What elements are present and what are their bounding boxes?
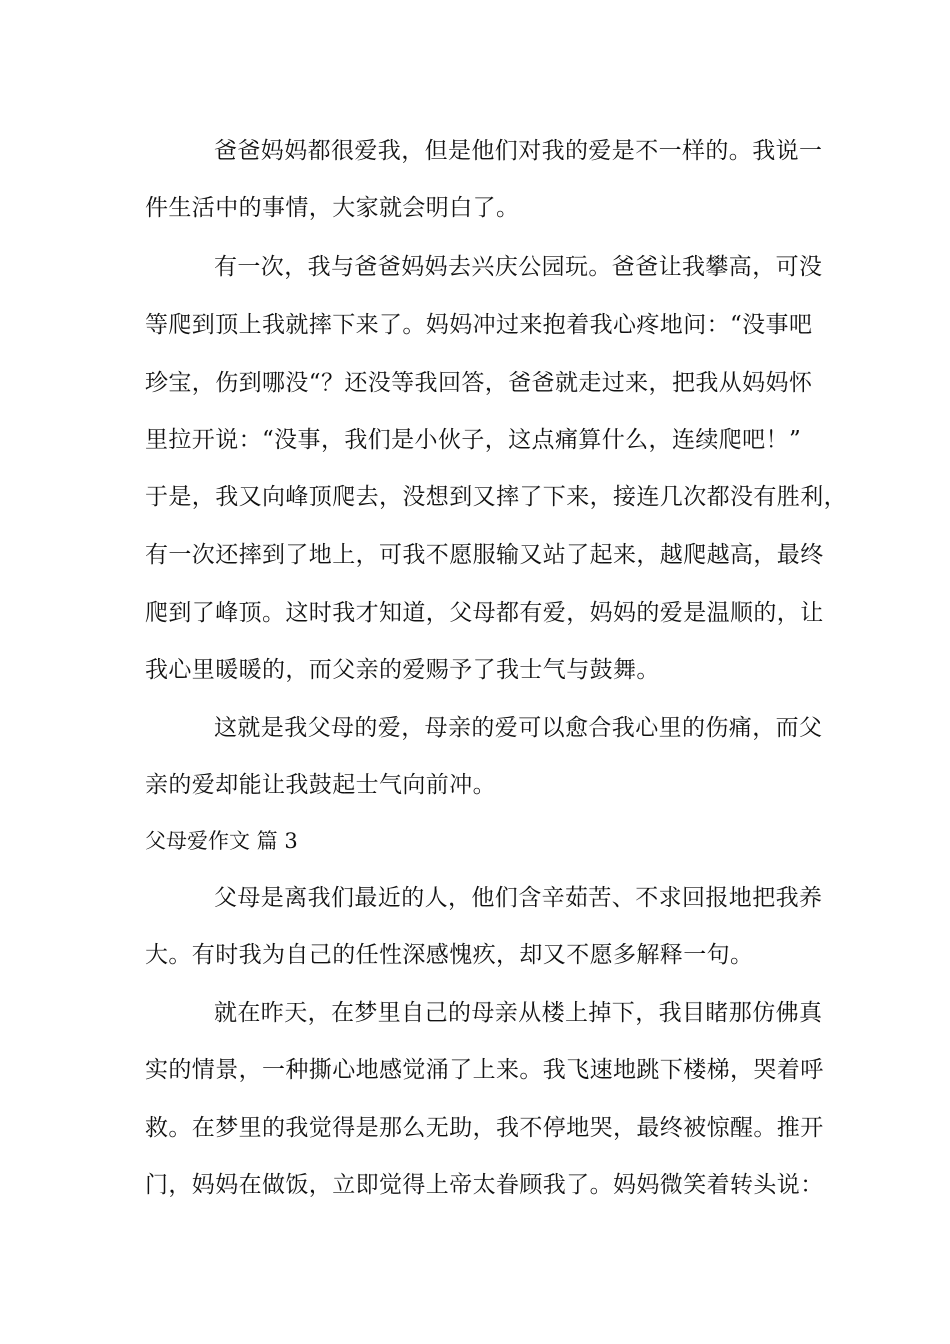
paragraph-2-line-2: 等爬到顶上我就摔下来了。妈妈冲过来抱着我心疼地问：“没事吧: [145, 312, 813, 338]
paragraph-1-line-2: 件生活中的事情，大家就会明白了。: [145, 195, 520, 221]
paragraph-1-line-1: 爸爸妈妈都很爱我，但是他们对我的爱是不一样的。我说一: [214, 138, 823, 164]
paragraph-3-line-1: 这就是我父母的爱，母亲的爱可以愈合我心里的伤痛，而父: [214, 715, 823, 741]
section-paragraph-1-line-1: 父母是离我们最近的人，他们含辛茹苦、不求回报地把我养: [214, 885, 823, 911]
section-paragraph-2-line-2: 实的情景，一种撕心地感觉涌了上来。我飞速地跳下楼梯，哭着呼: [145, 1057, 824, 1083]
paragraph-2-line-4: 里拉开说：“没事，我们是小伙子，这点痛算什么，连续爬吧！”: [145, 427, 802, 453]
section-heading: 父母爱作文 篇 3: [145, 829, 298, 853]
section-paragraph-2-line-1: 就在昨天，在梦里自己的母亲从楼上掉下，我目睹那仿佛真: [214, 1000, 823, 1026]
paragraph-2-line-3: 珍宝，伤到哪没“？还没等我回答，爸爸就走过来，把我从妈妈怀: [145, 370, 813, 396]
paragraph-2-line-5: 于是，我又向峰顶爬去，没想到又摔了下来，接连几次都没有胜利，: [145, 484, 847, 510]
section-paragraph-1-line-2: 大。有时我为自己的任性深感愧疚，却又不愿多解释一句。: [145, 942, 754, 968]
paragraph-2-line-6: 有一次还摔到了地上，可我不愿服输又站了起来，越爬越高，最终: [145, 542, 824, 568]
paragraph-3-line-2: 亲的爱却能让我鼓起士气向前冲。: [145, 772, 496, 798]
paragraph-2-line-7: 爬到了峰顶。这时我才知道，父母都有爱，妈妈的爱是温顺的，让: [145, 600, 824, 626]
paragraph-2-line-1: 有一次，我与爸爸妈妈去兴庆公园玩。爸爸让我攀高，可没: [214, 254, 823, 280]
paragraph-2-line-8: 我心里暖暖的，而父亲的爱赐予了我士气与鼓舞。: [145, 657, 660, 683]
section-paragraph-2-line-3: 救。在梦里的我觉得是那么无助，我不停地哭，最终被惊醒。推开: [145, 1115, 824, 1141]
section-paragraph-2-line-4: 门，妈妈在做饭，立即觉得上帝太眷顾我了。妈妈微笑着转头说：: [145, 1172, 824, 1198]
